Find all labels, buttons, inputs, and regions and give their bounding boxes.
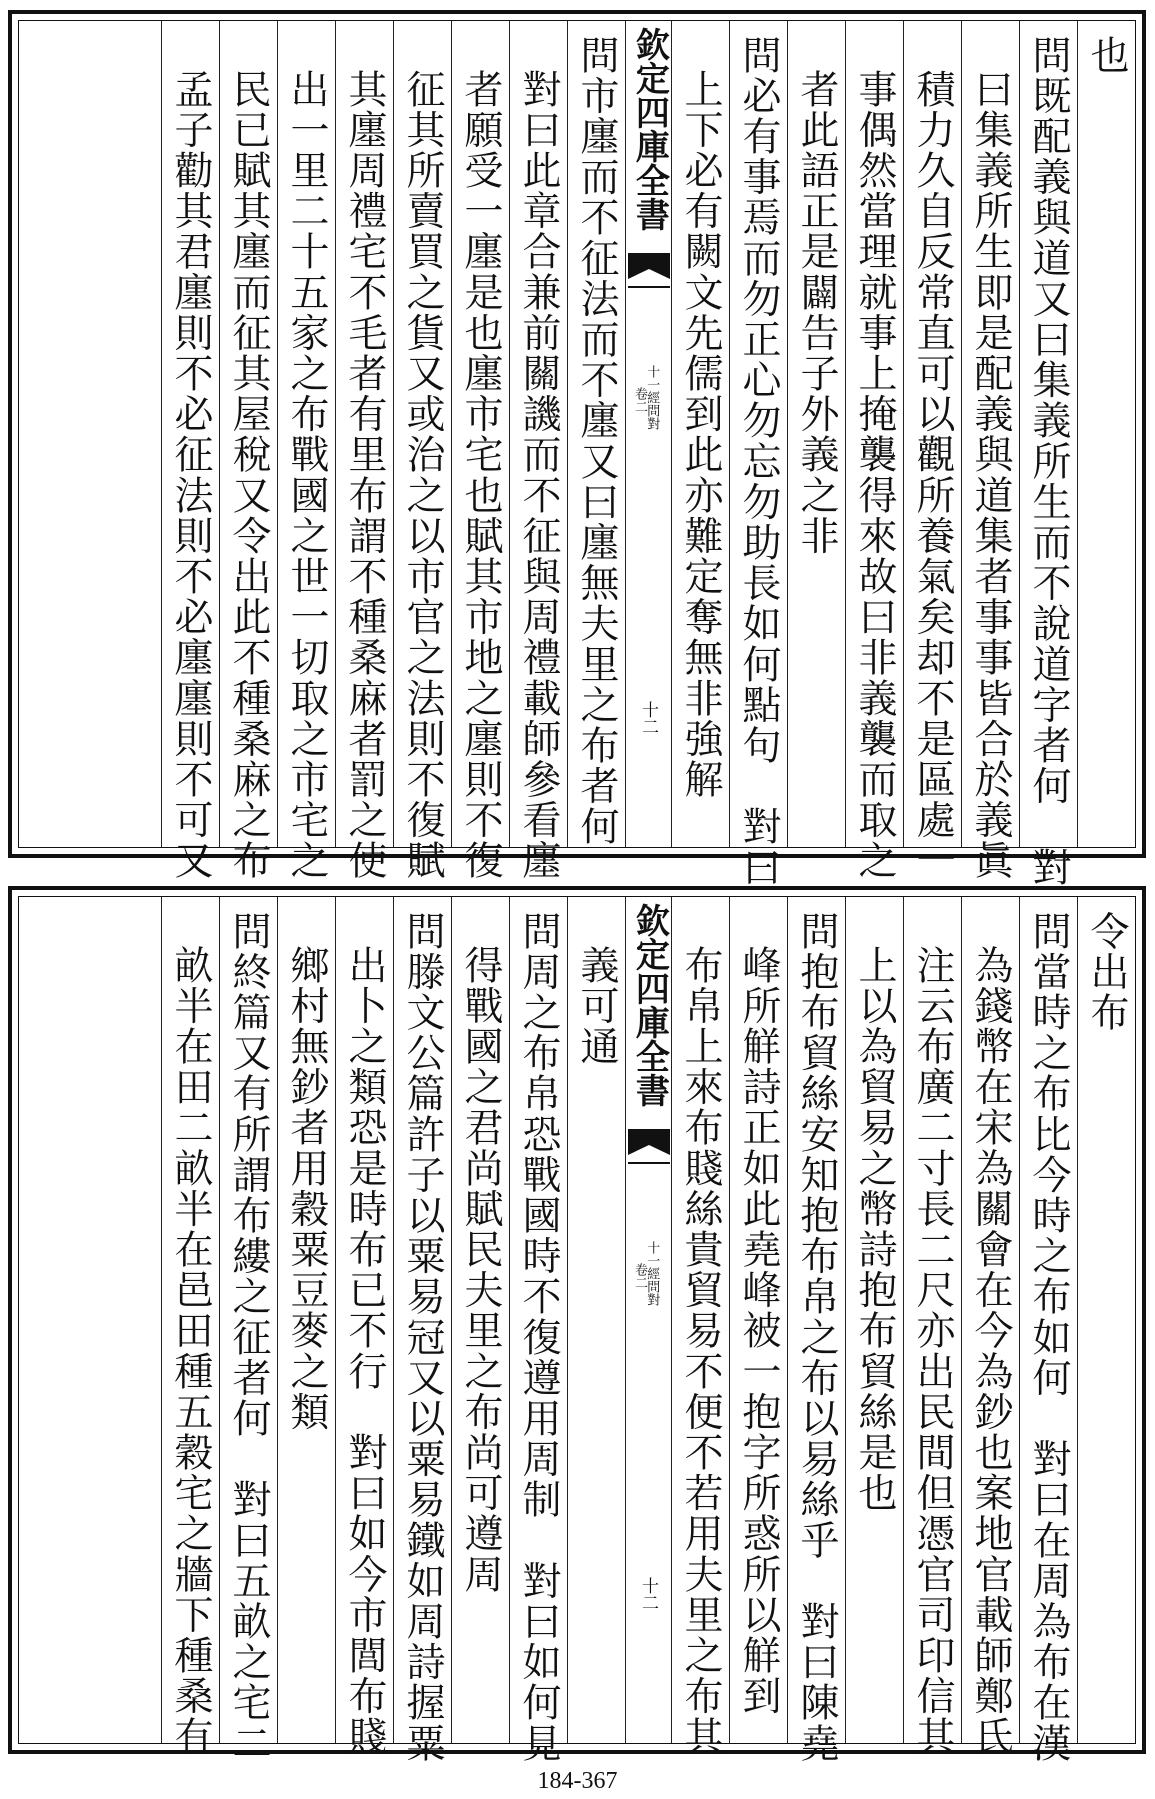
- text-column: 令出布: [1077, 897, 1135, 1743]
- text-column: 對曰此章合兼前關譏而不征與周禮載師參看廛: [509, 21, 567, 847]
- top-page-frame: [18, 20, 1136, 888]
- folio-number: 十二: [638, 1577, 658, 1611]
- text-column: 者此語正是闢告子外義之非: [787, 21, 845, 847]
- text-column: 征其所賣買之貨又或治之以市官之法則不復賦: [393, 21, 451, 847]
- text-column: 問市廛而不征法而不廛又曰廛無夫里之布者何: [567, 21, 625, 847]
- text-column: 注云布廣二寸長二尺亦出民間但憑官司印信其: [903, 897, 961, 1743]
- section-title: 十一經問對: [644, 365, 660, 430]
- text-column: 者願受一廛是也廛市宅也賦其市地之廛則不復: [451, 21, 509, 847]
- text-column: 問既配義與道又曰集義所生而不說道字者何 對: [1019, 21, 1077, 847]
- juan-label: 卷二: [632, 1263, 647, 1289]
- text-column: 為錢幣在宋為關會在今為鈔也案地官載師鄭氏: [961, 897, 1019, 1743]
- text-column: 上下必有闕文先儒到此亦難定奪無非強解: [671, 21, 729, 847]
- book-title: 欽定四庫全書: [629, 27, 670, 231]
- fishtail-mark-icon: [628, 1129, 670, 1177]
- text-column: 畝半在田二畝半在邑田種五穀宅之牆下種桑有: [161, 897, 219, 1743]
- text-column: 上以為貿易之幣詩抱布貿絲是也: [845, 897, 903, 1743]
- text-column: 問周之布帛恐戰國時不復遵用周制 對曰如何見: [509, 897, 567, 1743]
- text-column: 也: [1077, 21, 1135, 847]
- text-column: 民已賦其廛而征其屋稅又令出此不種桑麻之布: [219, 21, 277, 847]
- top-page: [8, 10, 1146, 888]
- text-column: 問抱布貿絲安知抱布帛之布以易絲乎 對曰陳堯: [787, 897, 845, 1743]
- folio-number: 十二: [638, 701, 658, 735]
- text-column: 曰集義所生即是配義與道集者事事皆合於義眞: [961, 21, 1019, 847]
- bottom-page: [8, 886, 1146, 1764]
- bottom-page-columns: [19, 897, 1135, 1764]
- text-column: 問終篇又有所謂布縷之征者何 對曰五畝之宅二: [219, 897, 277, 1743]
- bottom-page-frame: [18, 896, 1136, 1764]
- text-column: 義可通: [567, 897, 625, 1743]
- text-column: 積力久自反常直可以觀所養氣矣却不是區處一: [903, 21, 961, 847]
- text-column: 得戰國之君尚賦民夫里之布尚可遵周: [451, 897, 509, 1743]
- text-column: 鄉村無鈔者用穀粟豆麥之類: [277, 897, 335, 1743]
- text-column: 問當時之布比今時之布如何 對曰在周為布在漢: [1019, 897, 1077, 1743]
- book-title: 欽定四庫全書: [629, 903, 670, 1107]
- fishtail-mark-icon: [628, 253, 670, 301]
- text-column: 峰所觧詩正如此堯峰被一抱字所惑所以觧到: [729, 897, 787, 1743]
- text-column: 出卜之類恐是時布已不行 對曰如今市閭布賤: [335, 897, 393, 1743]
- text-column: 問滕文公篇許子以粟易冠又以粟易鐵如周詩握粟: [393, 897, 451, 1743]
- center-fold-column: [625, 897, 671, 1743]
- text-column: 孟子勸其君廛則不必征法則不必廛廛則不可又: [161, 21, 219, 847]
- text-column: 其廛周禮宅不毛者有里布謂不種桑麻者罰之使: [335, 21, 393, 847]
- center-fold-column: [625, 21, 671, 847]
- text-column: 事偶然當理就事上掩襲得來故曰非義襲而取之: [845, 21, 903, 847]
- top-page-columns: [19, 21, 1135, 888]
- section-title: 十一經問對: [644, 1241, 660, 1306]
- text-column: 問必有事焉而勿正心勿忘勿助長如何點句 對曰: [729, 21, 787, 847]
- page-number: 184-367: [537, 1768, 618, 1794]
- text-column: 布帛上來布賤絲貴貿易不便不若用夫里之布其: [671, 897, 729, 1743]
- juan-label: 卷二: [632, 387, 647, 413]
- text-column: 出一里二十五家之布戰國之世一切取之市宅之: [277, 21, 335, 847]
